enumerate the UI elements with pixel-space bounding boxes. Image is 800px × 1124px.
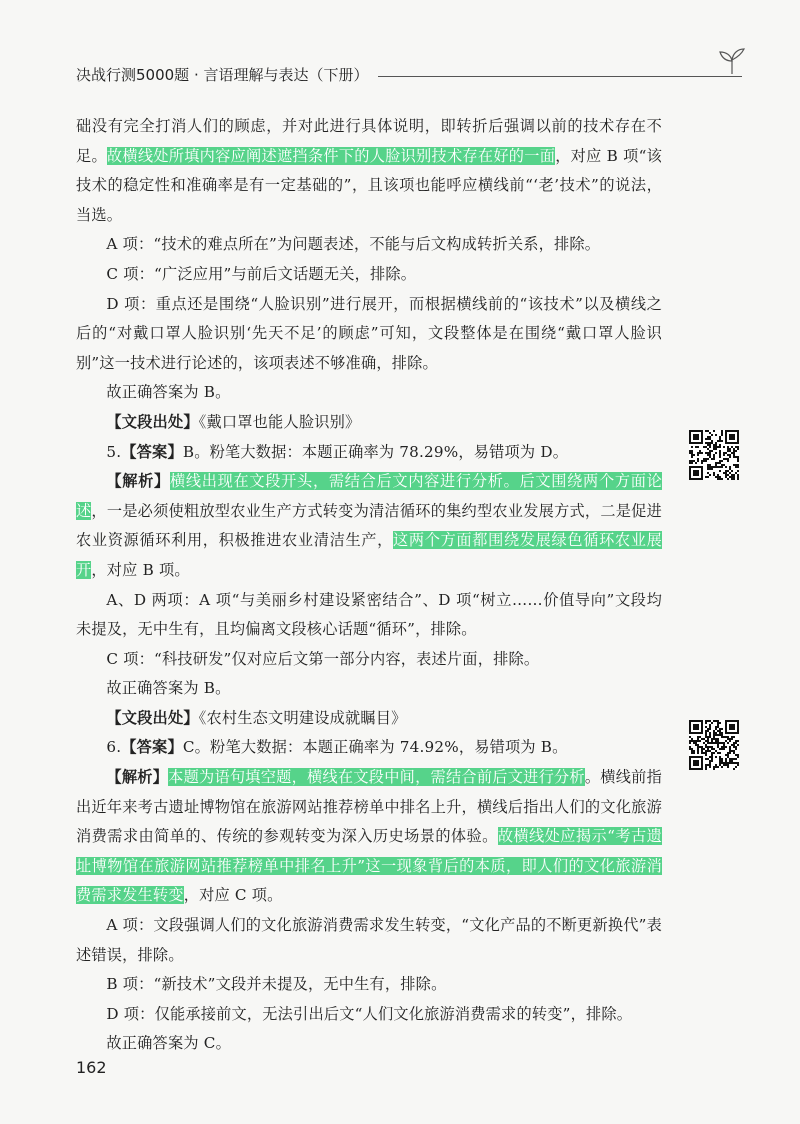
qr-code-icon[interactable] (689, 720, 739, 770)
answer-label: 【答案】 (121, 738, 183, 757)
sprout-icon (716, 46, 748, 76)
paragraph: C 项：“科技研发”仅对应后文第一部分内容，表述片面，排除。 (106, 649, 540, 668)
source-line: 【文段出处】《农村生态文明建设成就瞩目》 (106, 708, 407, 727)
source-label: 【文段出处】 (106, 412, 199, 431)
paragraph: B 项：“新技术”文段并未提及，无中生有，排除。 (106, 975, 447, 994)
qr-code-icon[interactable] (689, 430, 739, 480)
highlight: 本题为语句填空题，横线在文段中间，需结合前后文进行分析 (168, 768, 585, 787)
paragraph: A 项：文段强调人们的文化旅游消费需求发生转变，“文化产品的不断更新换代”表述错误，排除。 (76, 916, 662, 964)
answer-label: 【答案】 (121, 442, 183, 461)
paragraph: C 项：“广泛应用”与前后文话题无关，排除。 (106, 264, 417, 283)
analysis: 【解析】横线出现在文段开头，需结合后文内容进行分析。后文围绕两个方面论述，一是必须使粗放型农业生产方式转变为清洁循环的集约型农业发展方式，二是促进农业资源循环利用，积极推进农业清洁生产，这两个方面都围绕发展绿色循环农业展开，对应 B 项。 (76, 472, 663, 579)
highlight: 这两个方面都围绕发展绿色循环农业展开 (76, 531, 663, 579)
paragraph: A、D 两项：A 项“与美丽乡村建设紧密结合”、D 项“树立……价值导向”文段均未提及，无中生有，且均偏离文段核心话题“循环”，排除。 (76, 590, 662, 639)
paragraph: D 项：重点还是围绕“人脸识别”进行展开，而根据横线前的“该技术”以及横线之后的“对戴口罩人脸识别‘先天不足’的顾虑”可知，文段整体是在围绕“戴口罩人脸识别”这一技术进行论述的，该项表述不够准确，排除。 (76, 294, 662, 372)
highlight: 横线出现在文段开头，需结合后文内容进行分析。后文围绕两个方面论述 (76, 472, 662, 520)
highlight: 故横线处应揭示“考古遗址博物馆在旅游网站推荐榜单中排名上升”这一现象背后的本质，即人们的文化旅游消费需求发生转变 (76, 827, 663, 905)
running-header (76, 60, 742, 88)
analysis-label: 【解析】 (106, 768, 169, 787)
analysis: 【解析】本题为语句填空题，横线在文段中间，需结合前后文进行分析。横线前指出近年来考古遗址博物馆在旅游网站推荐榜单中排名上升，横线后指出人们的文化旅游消费需求由简单的、传统的参观转变为深入历史场景的体验。故横线处应揭示“考古遗址博物馆在旅游网站推荐榜单中排名上升”这一现象背后的本质，即人们的文化旅游消费需求发生转变，对应 C 项。 (76, 768, 663, 905)
answer-line: 故正确答案为 B。 (106, 679, 231, 698)
answer-line: 故正确答案为 C。 (106, 1034, 231, 1053)
header-title: 决战行测5000题 · 言语理解与表达（下册） (76, 65, 369, 84)
paragraph: 础没有完全打消人们的顾虑，并对此进行具体说明，即转折后强调以前的技术存在不足。故横线处所填内容应阐述遮挡条件下的人脸识别技术存在好的一面，对应 B 项“该技术的稳定性和准确率是有一定基础的”，且该项也能呼应横线前“‘老’技术”的说法，当选。 (76, 117, 662, 224)
source-line: 【文段出处】《戴口罩也能人脸识别》 (106, 412, 361, 431)
paragraph: D 项：仅能承接前文，无法引出后文“人们文化旅游消费需求的转变”，排除。 (106, 1004, 633, 1023)
page-number: 162 (76, 1058, 107, 1077)
page-body (76, 112, 662, 1059)
header-rule (378, 76, 742, 77)
analysis-label: 【解析】 (106, 472, 170, 491)
highlight: 故横线处所填内容应阐述遮挡条件下的人脸识别技术存在好的一面 (106, 146, 556, 165)
paragraph: A 项：“技术的难点所在”为问题表述，不能与后文构成转折关系，排除。 (106, 235, 601, 254)
answer-line: 故正确答案为 B。 (106, 383, 231, 402)
source-label: 【文段出处】 (106, 708, 199, 727)
question-answer: 6.【答案】C。粉笔大数据：本题正确率为 74.92%，易错项为 B。 (106, 738, 568, 757)
question-answer: 5.【答案】B。粉笔大数据：本题正确率为 78.29%，易错项为 D。 (106, 442, 569, 461)
